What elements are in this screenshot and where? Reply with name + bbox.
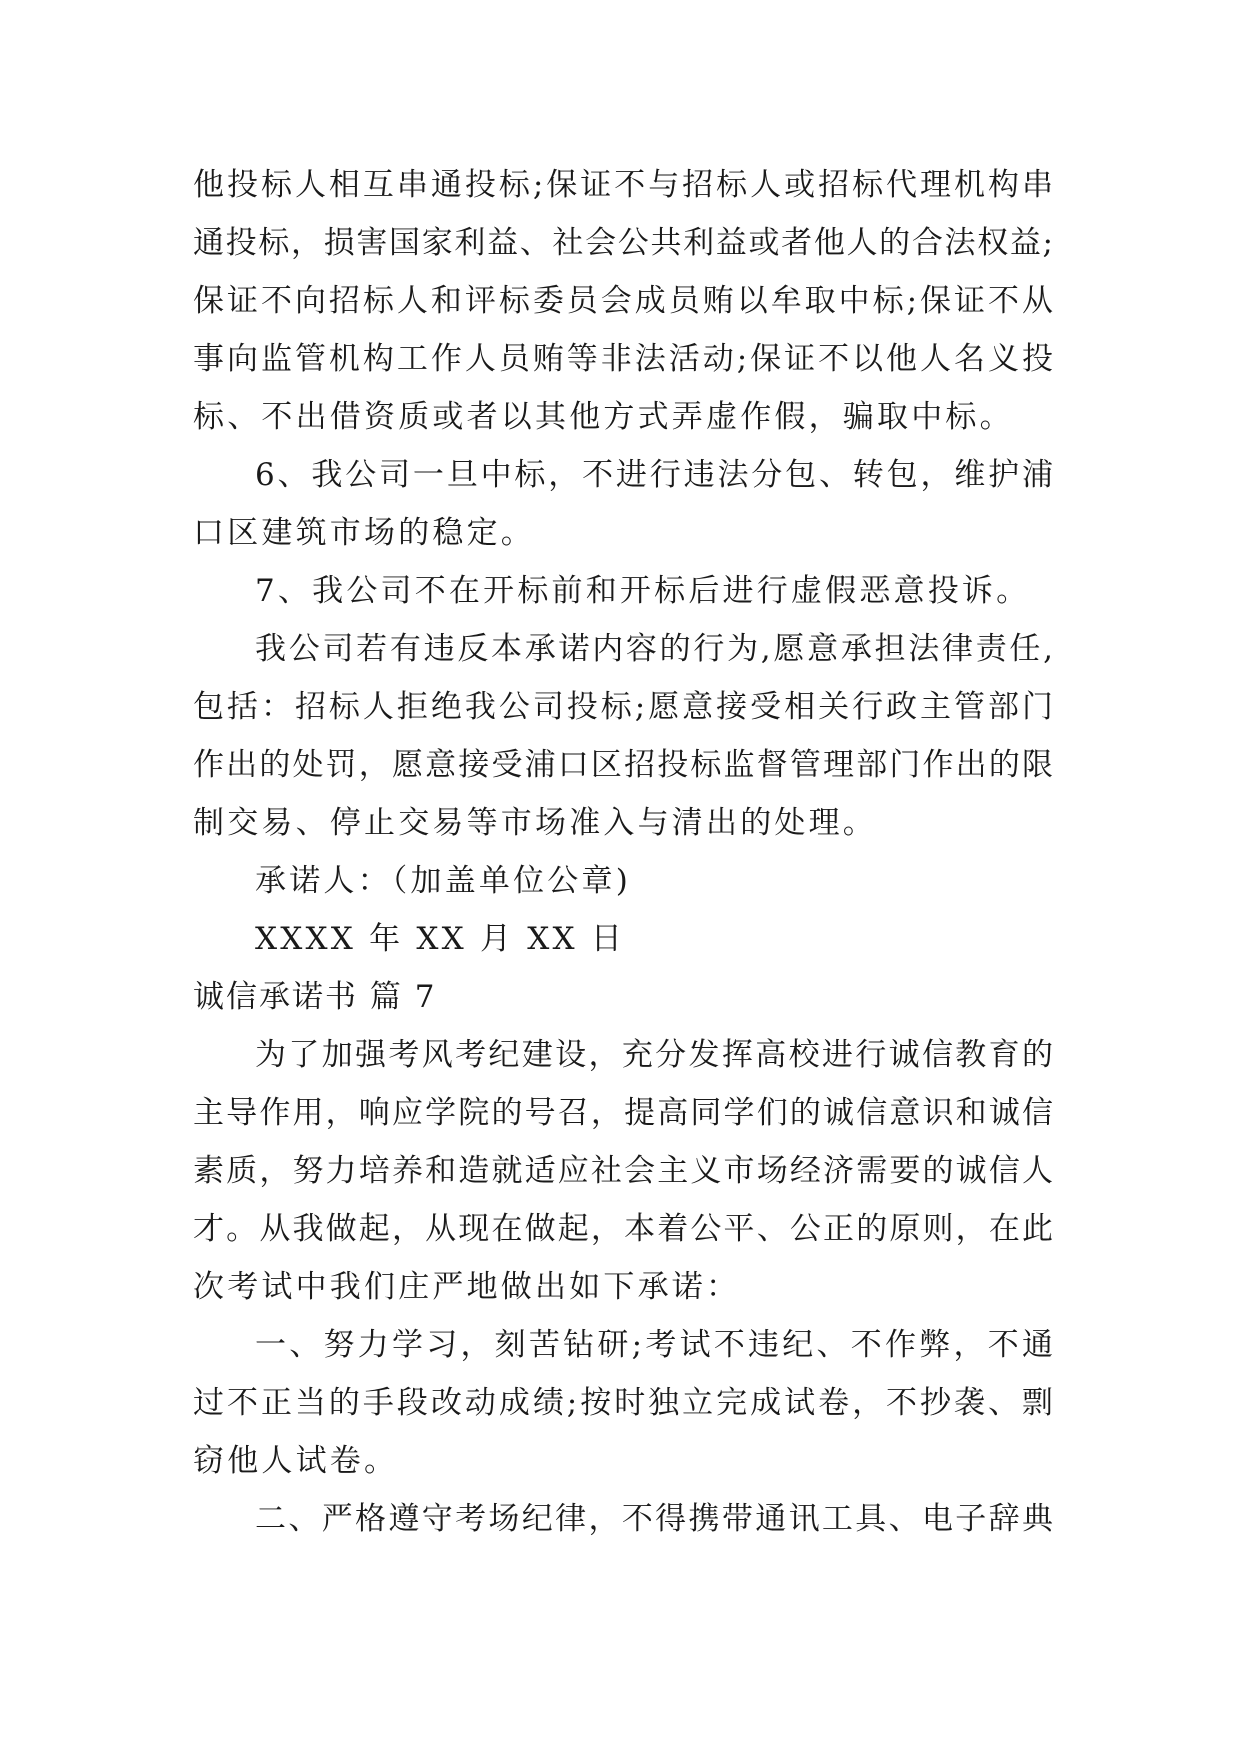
text-line: 制交易、停止交易等市场准入与清出的处理。 [193,805,877,841]
text-line: 才。从我做起，从现在做起，本着公平、公正的原则，在此 [193,1211,1053,1247]
text-line: 窃他人试卷。 [193,1443,399,1479]
text-line: 我公司若有违反本承诺内容的行为,愿意承担法律责任, [255,631,1053,667]
text-line: 二、严格遵守考场纪律，不得携带通讯工具、电子辞典 [255,1501,1053,1537]
text-line: 标、不出借资质或者以其他方式弄虚作假，骗取中标。 [193,399,1014,435]
text-line: 次考试中我们庄严地做出如下承诺： [193,1269,741,1305]
text-line: 承诺人：（加盖单位公章) [255,863,631,899]
section-heading: 诚信承诺书 篇 7 [193,979,437,1015]
text-line: 作出的处罚，愿意接受浦口区招投标监督管理部门作出的限 [193,747,1053,783]
text-line: 通投标，损害国家利益、社会公共利益或者他人的合法权益; [193,225,1053,261]
text-line: 素质，努力培养和造就适应社会主义市场经济需要的诚信人 [193,1153,1053,1189]
text-line: 他投标人相互串通投标;保证不与招标人或招标代理机构串 [193,167,1053,203]
text-line: 为了加强考风考纪建设，充分发挥高校进行诚信教育的 [255,1037,1053,1073]
text-line: 事向监管机构工作人员贿等非法活动;保证不以他人名义投 [193,341,1053,377]
text-line: 一、努力学习，刻苦钻研;考试不违纪、不作弊，不通 [255,1327,1053,1363]
text-line: 6、我公司一旦中标，不进行违法分包、转包，维护浦 [255,457,1053,493]
text-line: 保证不向招标人和评标委员会成员贿以牟取中标;保证不从 [193,283,1053,319]
text-line: 主导作用，响应学院的号召，提高同学们的诚信意识和诚信 [193,1095,1053,1131]
text-line: 口区建筑市场的稳定。 [193,515,535,551]
text-line: XXXX 年 XX 月 XX 日 [255,921,626,957]
text-line: 7、我公司不在开标前和开标后进行虚假恶意投诉。 [255,573,1031,609]
text-line: 包括：招标人拒绝我公司投标;愿意接受相关行政主管部门 [193,689,1053,725]
text-line: 过不正当的手段改动成绩;按时独立完成试卷，不抄袭、剽 [193,1385,1053,1421]
document-body [193,156,1053,1548]
